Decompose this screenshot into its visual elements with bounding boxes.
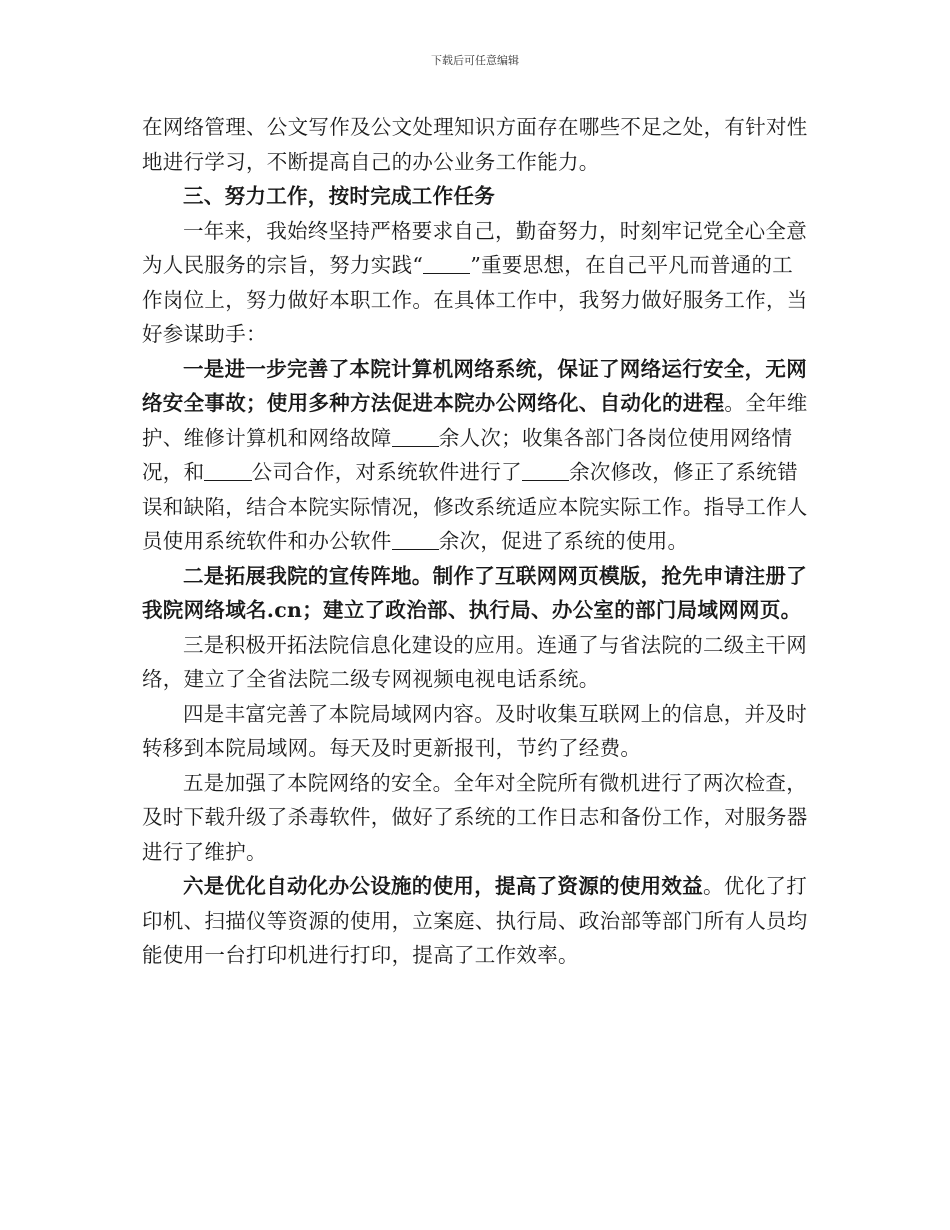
blank-underline [204, 460, 251, 482]
item-1-lead: 一是进一步完善了本院计算机网络系统，保证了网络运行安全，无网络安全事故；使用多种方法促进本院办公网络化、自动化的进程 [142, 356, 807, 415]
paragraph-intro-text-a: 一年来，我始终坚持严格要求自己，勤奋努力，时刻牢记党全心全意为人民服务的宗旨，努力实践“ [142, 218, 807, 277]
blank-underline [392, 425, 439, 447]
paragraph-item-3: 三是积极开拓法院信息化建设的应用。连通了与省法院的二级主干网络，建立了全省法院二级专网视频电视电话系统。 [142, 632, 807, 691]
paragraph-item-6 [142, 869, 810, 973]
blank-underline [423, 253, 470, 275]
item-6-text: 。优化了打印机、扫描仪等资源的使用，立案庭、执行局、政治部等部门所有人员均能使用一台打印机进行打印，提高了工作效率。 [142, 874, 808, 967]
paragraph-continuation: 在网络管理、公文写作及公文处理知识方面存在哪些不足之处，有针对性地进行学习，不断提高自己的办公业务工作能力。 [142, 115, 808, 174]
item-1-text-a: 。全年维护、维修计算机和网络故障 [142, 391, 808, 450]
document-body [142, 110, 810, 973]
paragraph-item-1 [142, 352, 810, 559]
item-1-text-e: 余次，促进了系统的使用。 [438, 529, 689, 553]
page-header-note: 下载后可任意编辑 [431, 54, 519, 67]
item-1-text-c: 公司合作，对系统软件进行了 [251, 460, 522, 484]
item-1-text-d: 余次修改，修正了系统错误和缺陷，结合本院实际情况，修改系统适应本院实际工作。指导工作人员使用系统软件和办公软件 [142, 460, 808, 553]
paragraph-item-2: 二是拓展我院的宣传阵地。制作了互联网网页模版，抢先申请注册了我院网络域名.cn；建立了政治部、执行局、办公室的部门局域网网页。 [142, 563, 807, 622]
item-1-text-b: 余人次；收集各部门各岗位使用网络情况，和 [142, 425, 793, 484]
blank-underline [392, 529, 439, 551]
blank-underline [522, 460, 569, 482]
paragraph-item-5: 五是加强了本院网络的安全。全年对全院所有微机进行了两次检查，及时下载升级了杀毒软件，做好了系统的工作日志和备份工作，对服务器进行了维护。 [142, 770, 808, 864]
paragraph-item-4: 四是丰富完善了本院局域网内容。及时收集互联网上的信息，并及时转移到本院局域网。每天及时更新报刊，节约了经费。 [142, 701, 807, 760]
paragraph-intro [142, 214, 810, 352]
paragraph-intro-text-b: ”重要思想，在自己平凡而普通的工作岗位上，努力做好本职工作。在具体工作中，我努力做好服务工作，当好参谋助手： [142, 253, 808, 346]
section-heading: 三、努力工作，按时完成工作任务 [183, 184, 495, 208]
item-6-lead: 六是优化自动化办公设施的使用，提高了资源的使用效益 [183, 874, 703, 898]
